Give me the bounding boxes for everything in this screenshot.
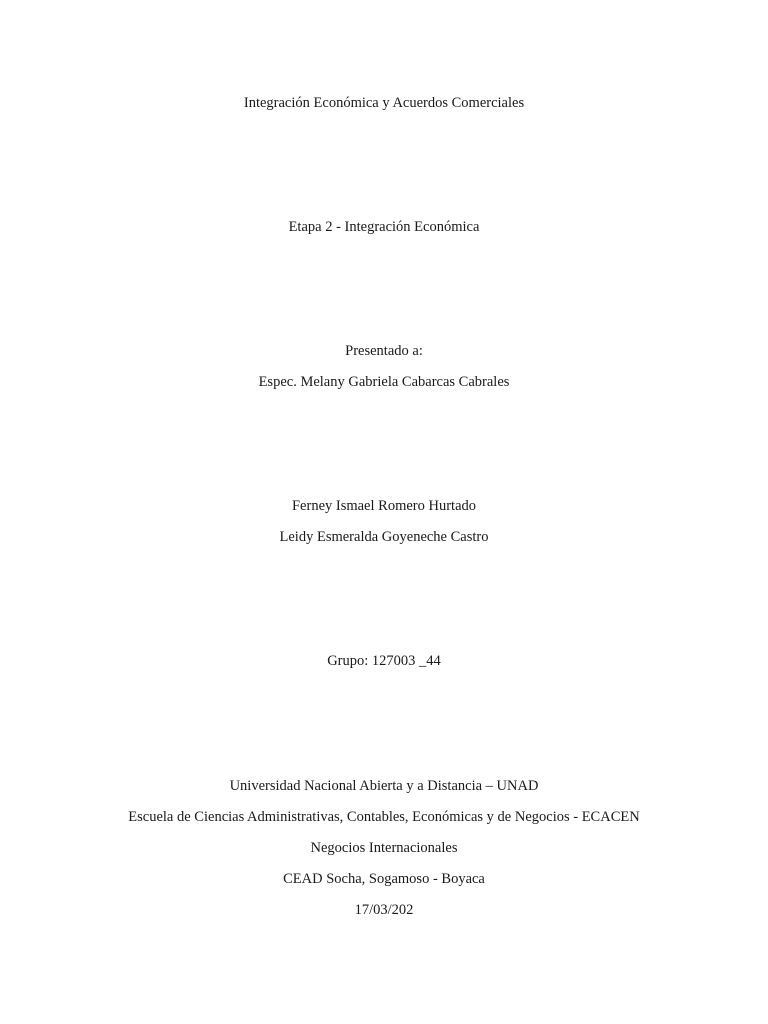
course-title: Integración Económica y Acuerdos Comerciales: [243, 95, 525, 111]
presented-to-label: Presentado a:: [345, 343, 423, 359]
university-name: Universidad Nacional Abierta y a Distancia – UNAD: [229, 778, 539, 794]
submission-date: 17/03/202: [354, 902, 414, 918]
author-name: Ferney Ismael Romero Hurtado: [291, 498, 477, 514]
program-name: Negocios Internacionales: [310, 840, 458, 856]
author-name: Leidy Esmeralda Goyeneche Castro: [279, 529, 489, 545]
group-number: Grupo: 127003 _44: [327, 653, 441, 669]
teacher-name: Espec. Melany Gabriela Cabarcas Cabrales: [258, 374, 510, 390]
school-name: Escuela de Ciencias Administrativas, Contables, Económicas y de Negocios - ECACEN: [128, 809, 640, 825]
stage-title: Etapa 2 - Integración Económica: [288, 219, 480, 235]
study-center: CEAD Socha, Sogamoso - Boyaca: [283, 871, 485, 887]
